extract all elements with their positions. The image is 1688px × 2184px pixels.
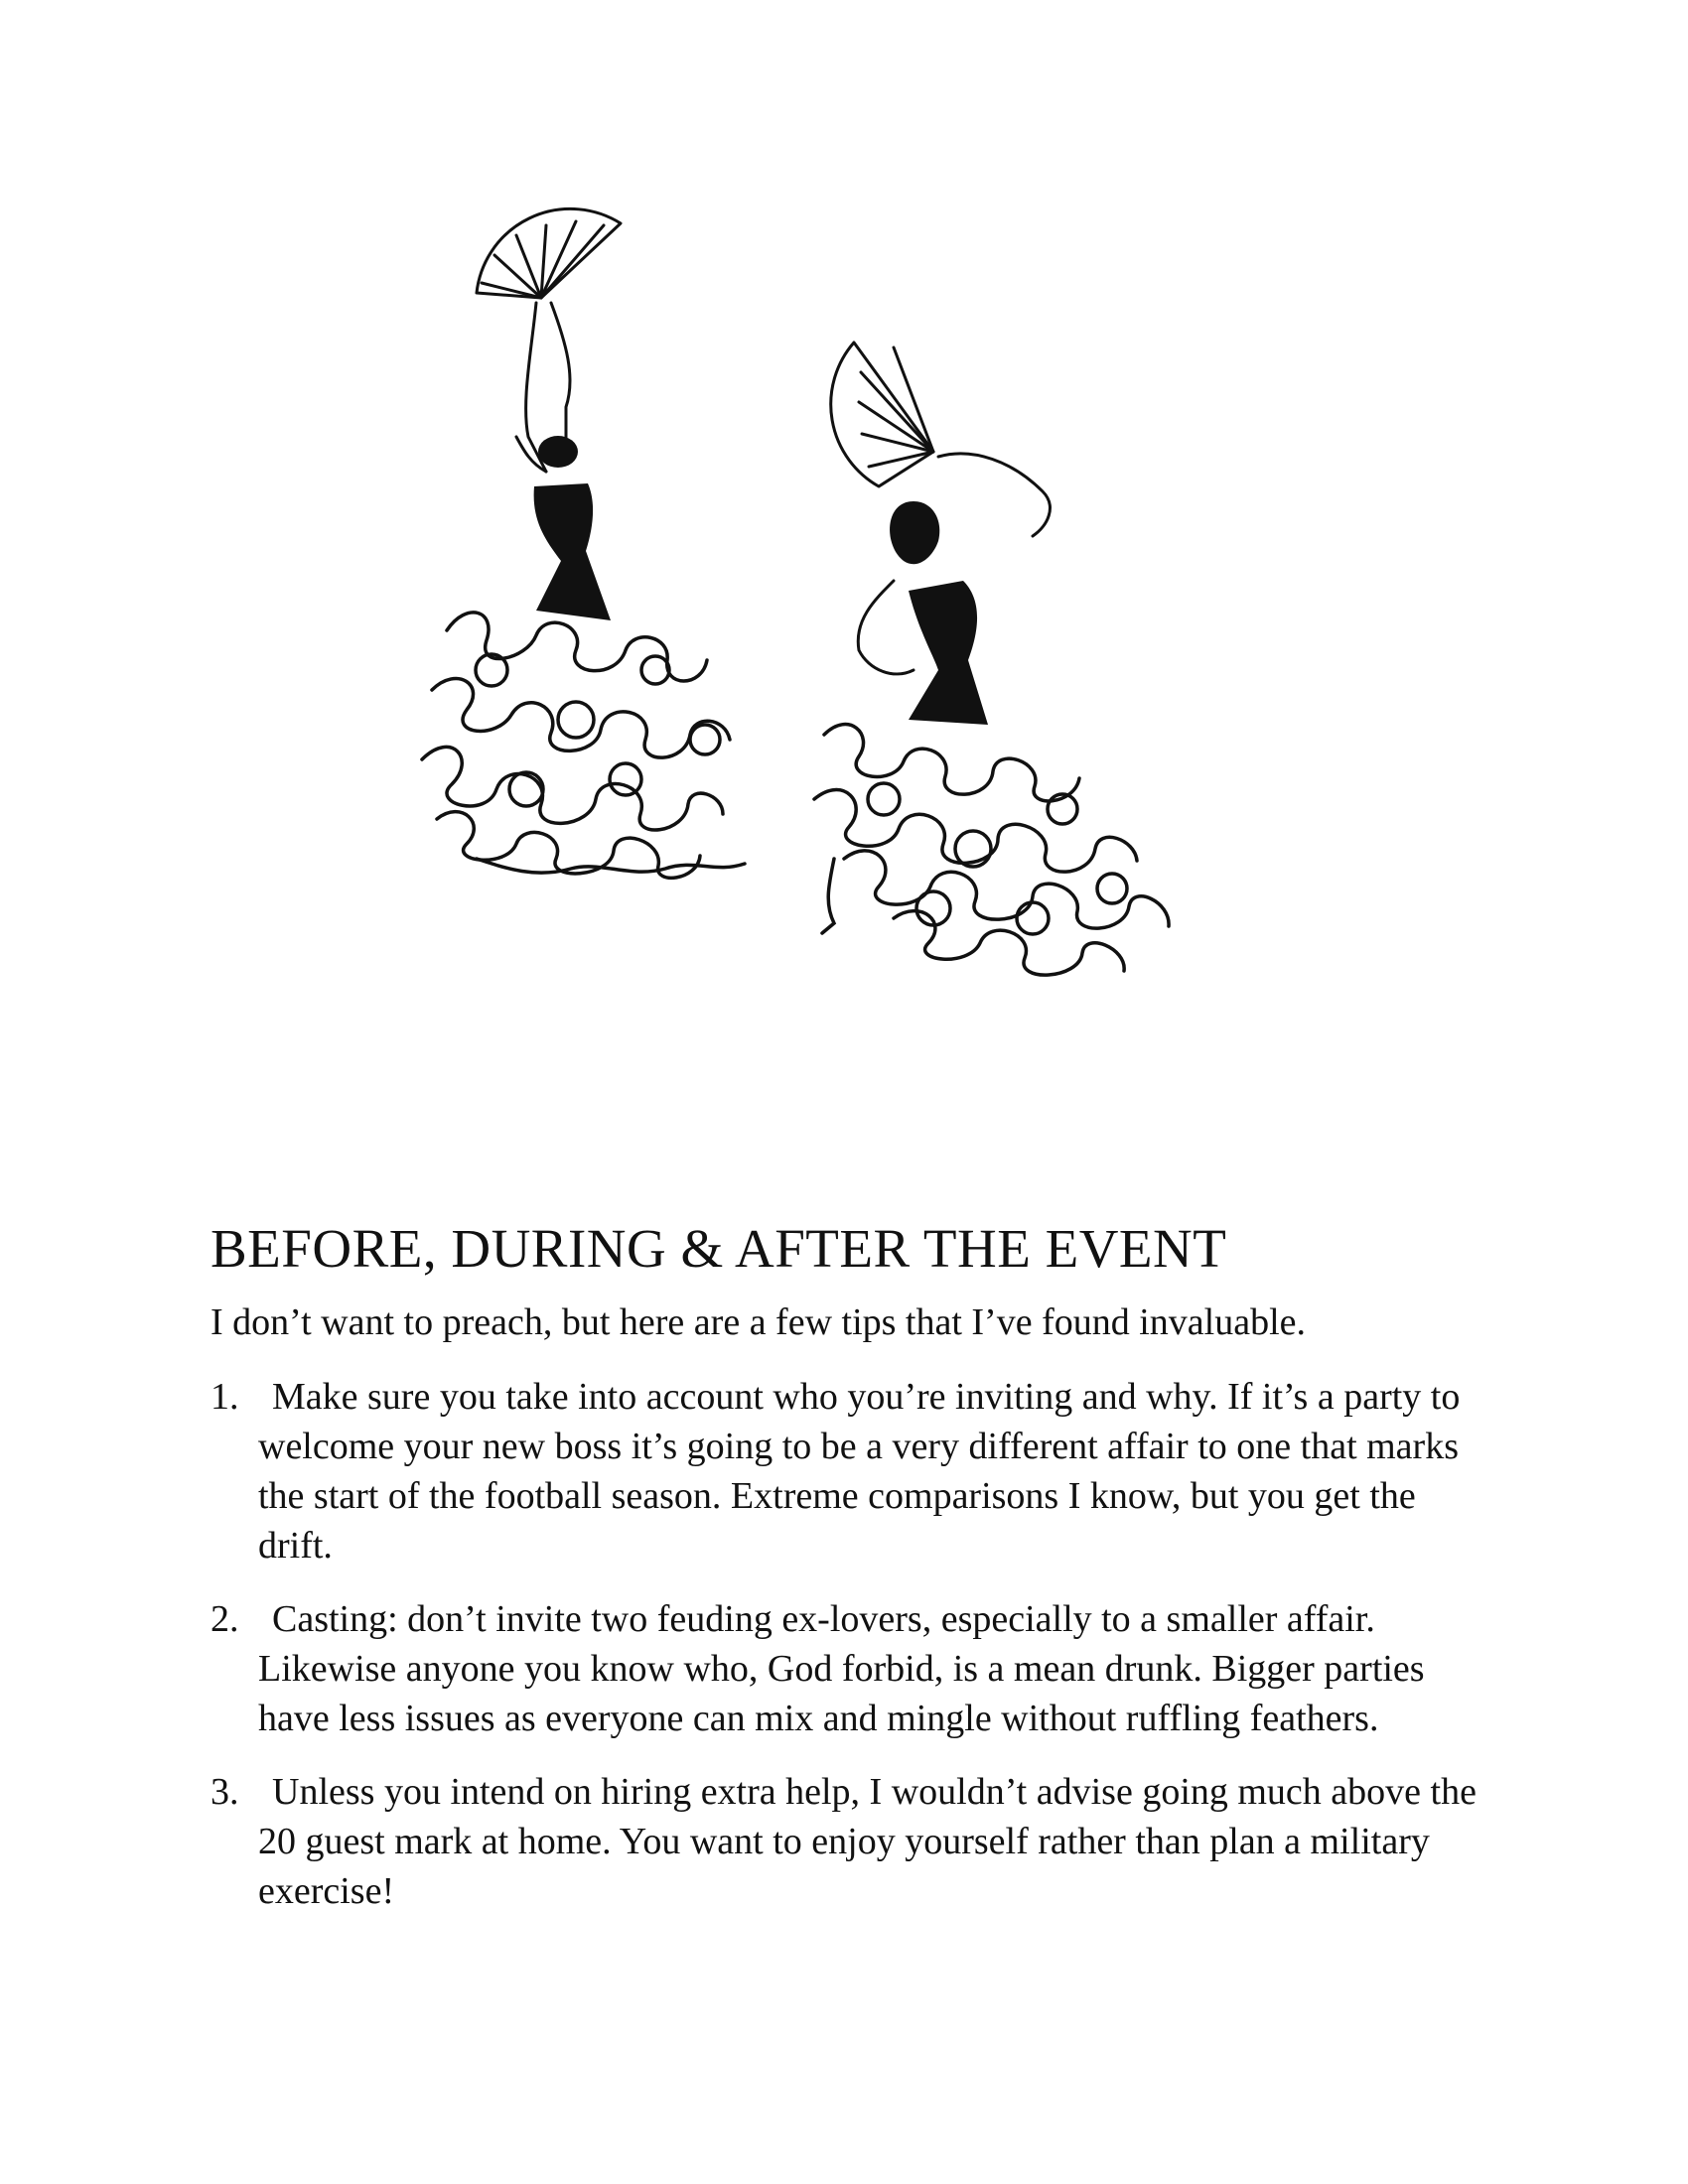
flamenco-dancers-illustration — [417, 204, 1231, 1107]
dancer-left-fan — [477, 208, 621, 298]
tip-item — [211, 1767, 1491, 1916]
tip-item — [211, 1372, 1491, 1570]
tip-text: Casting: don’t invite two feuding ex-lovers, especially to a smaller affair. Likewise anyone you know who, God forbid, is a mean drunk. Bigger parties have less issues as everyone can mix and mingle without ruffling feathers. — [258, 1598, 1425, 1739]
tip-number: 2. — [211, 1598, 239, 1640]
intro-paragraph: I don’t want to preach, but here are a few tips that I’ve found invaluable. — [211, 1301, 1307, 1343]
tip-number: 1. — [211, 1376, 239, 1418]
tip-item — [211, 1594, 1491, 1743]
tip-number: 3. — [211, 1771, 239, 1813]
tips-list — [211, 1372, 1491, 1940]
section-heading: BEFORE, DURING & AFTER THE EVENT — [211, 1218, 1227, 1279]
tip-text: Make sure you take into account who you’re inviting and why. If it’s a party to welcome your new boss it’s going to be a very different affair to one that marks the start of the football season. Extreme comparisons I know, but you get the drift. — [258, 1376, 1461, 1567]
tip-text: Unless you intend on hiring extra help, I wouldn’t advise going much above the 20 guest mark at home. You want to enjoy yourself rather than plan a military exercise! — [258, 1771, 1477, 1912]
